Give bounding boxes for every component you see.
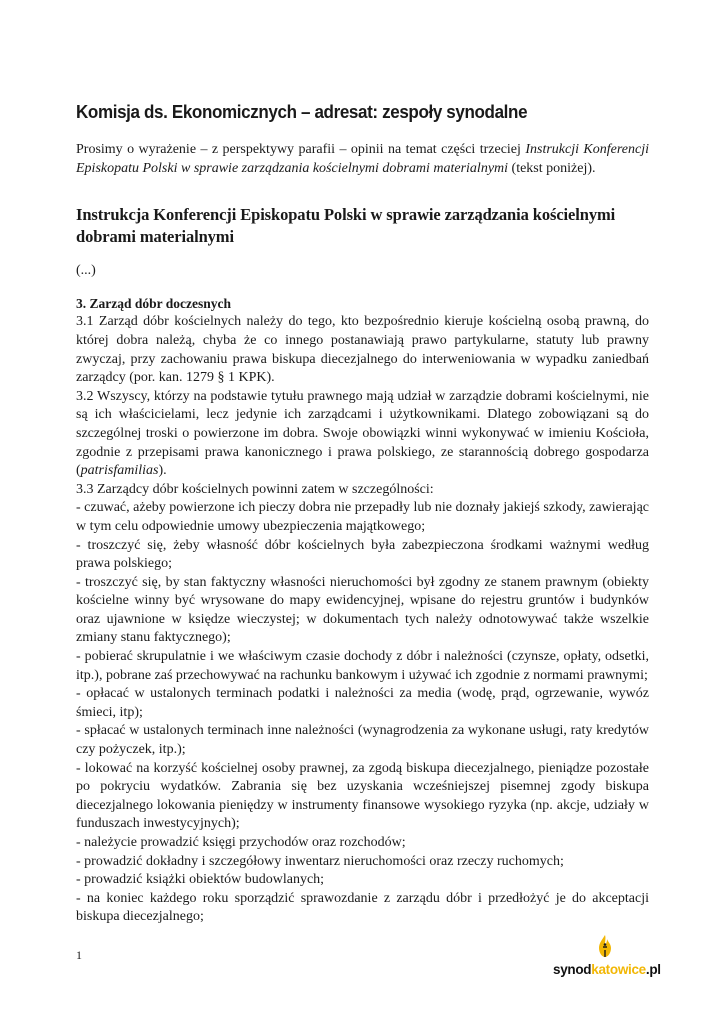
brand-text-katowice: katowice	[591, 962, 646, 977]
paragraph-3-3: 3.3 Zarządcy dóbr kościelnych powinni zatem w szczególności:	[76, 481, 434, 497]
document-page	[76, 100, 649, 927]
flame-logo-icon	[597, 934, 613, 958]
list-item: - spłacać w ustalonych terminach inne należności (wynagrodzenia za wykonane usługi, raty kredytów czy pożyczek, itp.);	[76, 723, 649, 758]
list-item: - troszczyć się, żeby własność dóbr kościelnych była zabezpieczona środkami ważnymi według prawa polskiego;	[76, 537, 649, 572]
section-heading: 3. Zarząd dóbr doczesnych	[76, 295, 232, 311]
list-item: - prowadzić książki obiektów budowlanych;	[76, 872, 325, 888]
document-title: Instrukcja Konferencji Episkopatu Polski w sprawie zarządzania kościelnymi dobrami materialnymi	[76, 205, 616, 247]
list-item: - troszczyć się, by stan faktyczny własności nieruchomości był zgodny ze stanem prawnym (obiekty kościelne winny być wrysowane do mapy ewidencyjnej, wpisane do rejestru gruntów i budynków oraz ujawnione w księdze wieczystej; w dokumentach tych należy odnotowywać także wszelkie zmiany stanu faktycznego);	[76, 574, 649, 646]
list-item: - prowadzić dokładny i szczegółowy inwentarz nieruchomości oraz rzeczy ruchomych;	[76, 853, 564, 869]
paragraph-3-2	[76, 388, 649, 481]
page-number: 1	[76, 948, 82, 962]
list-item: - należycie prowadzić księgi przychodów oraz rozchodów;	[76, 835, 406, 850]
intro-text: Prosimy o wyrażenie – z perspektywy parafii – opinii na temat części trzeciej	[76, 142, 526, 157]
list-item: - pobierać skrupulatnie i we właściwym czasie dochody z dóbr i należności (czynsze, opłaty, odsetki, itp.), pobrane zaś przechowywać na rachunku bankowym i używać ich zgodnie z normami prawnymi;	[76, 649, 649, 683]
patrisfamilias-term: patrisfamilias	[80, 463, 159, 479]
list-item: - lokować na korzyść kościelnej osoby prawnej, za zgodą biskupa diecezjalnego, pieniądze pozostałe po pokryciu wydatków. Zabrania się bez uzyskania wcześniejszej pisemnej zgody biskupa diecezjalnego lokowania pieniędzy w instrumenty finansowe wysokiego ryzyka (np. akcje, udziały w funduszach inwestycyjnych);	[76, 760, 649, 832]
paragraph-3-2-end: ).	[158, 463, 167, 479]
intro-paragraph	[76, 141, 649, 178]
paragraph-3-2-text: 3.2 Wszyscy, którzy na podstawie tytułu prawnego mają udział w zarządzie dobrami kościelnymi, nie są ich właścicielami, lecz jedynie ich zarządcami i użytkownikami. Dlatego zobowiązani są do szczególnej troski o powierzone im dobra. Swoje obowiązki winni wykonywać w imieniu Kościoła, zgodnie z przepisami prawa kanonicznego i prawa polskiego, ze starannością dobrego gospodarza (	[76, 388, 649, 479]
brand-text-domain: .pl	[645, 962, 661, 977]
brand-logo	[553, 962, 661, 977]
list-item: - na koniec każdego roku sporządzić sprawozdanie z zarządu dóbr i przedłożyć je do akceptacji biskupa diecezjalnego;	[76, 890, 649, 925]
list-item: - opłacać w ustalonych terminach podatki i należności za media (wodę, prąd, ogrzewanie, wywóz śmieci, itp);	[76, 686, 649, 720]
brand-text-synod: synod	[553, 962, 592, 977]
paragraph-3-1: 3.1 Zarząd dóbr kościelnych należy do tego, kto bezpośrednio kieruje kościelną osobą prawną, do której dobra należą, chyba że co innego postanawiają prawo partykularne, statuty lub prawny zwyczaj, przy zachowaniu prawa biskupa diecezjalnego do interweniowania w wypadku zaniedbań zarządcy (por. kan. 1279 § 1 KPK).	[76, 314, 649, 386]
page-title: Komisja ds. Ekonomicznych – adresat: zespoły synodalne	[76, 101, 528, 122]
ellipsis: (...)	[76, 263, 96, 279]
list-item: - czuwać, ażeby powierzone ich pieczy dobra nie przepadły lub nie doznały jakiejś szkody, zawierając w tym celu odpowiednie umowy ubezpieczenia majątkowego;	[76, 500, 649, 534]
intro-text-end: (tekst poniżej).	[508, 160, 596, 176]
intro-italic-text: Instrukcji Konferencji Episkopatu Polski w sprawie zarządzania kościelnymi dobrami materialnymi	[76, 142, 649, 176]
